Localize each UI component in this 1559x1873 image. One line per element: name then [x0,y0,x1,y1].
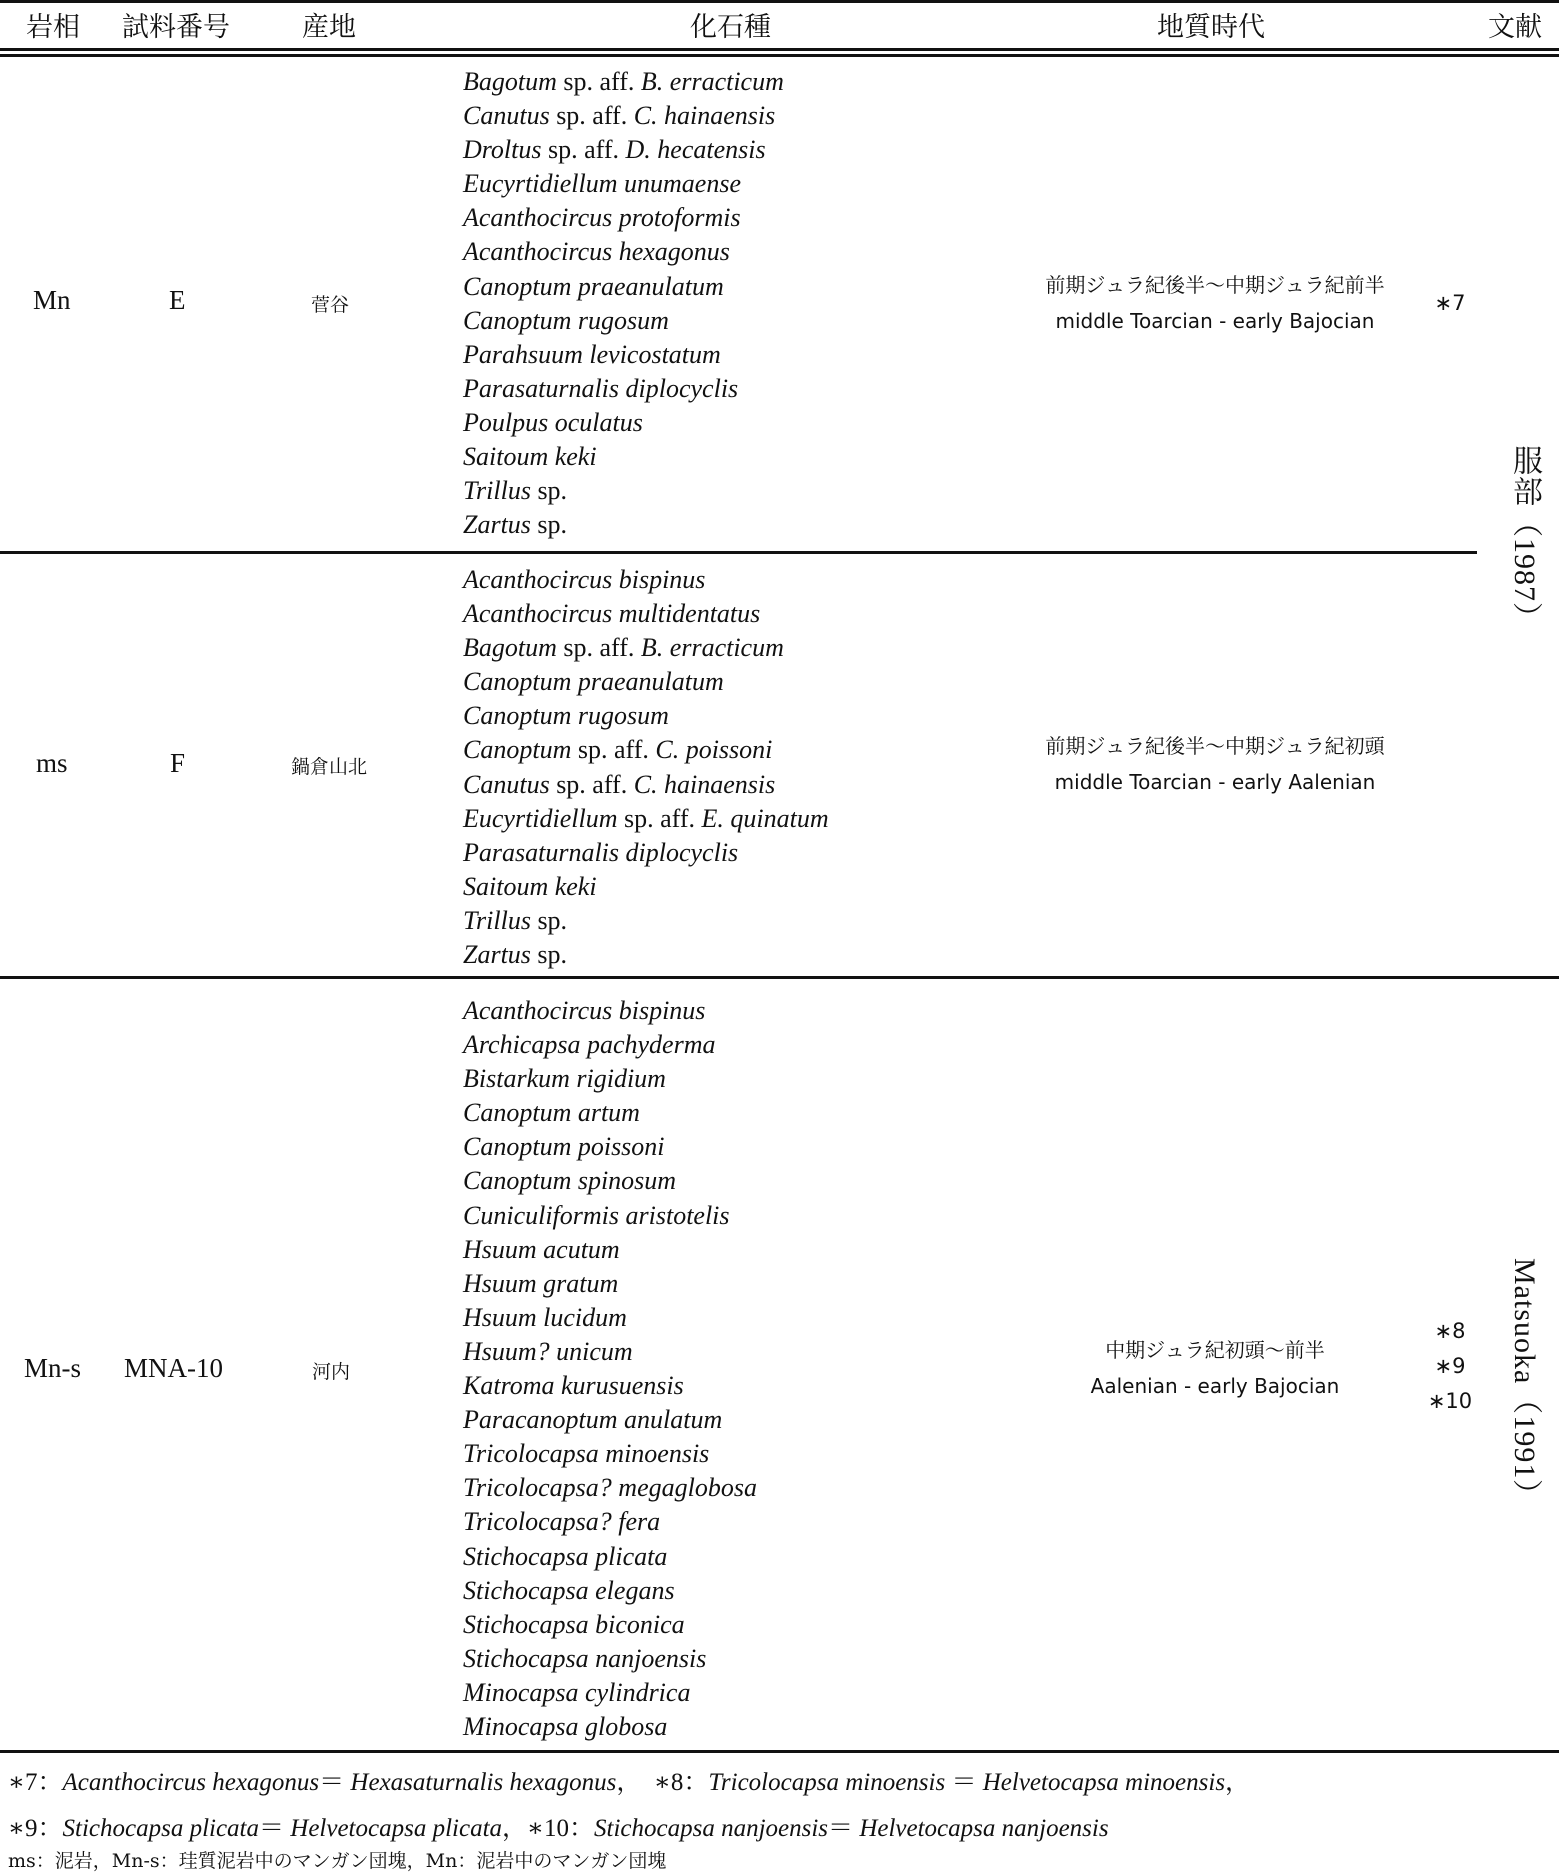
footnote-7-synonym: Hexasaturnalis hexagonus [350,1769,617,1796]
species-affinity: C. hainaensis [633,101,776,131]
species-qualifier: sp. aff. [541,135,626,165]
species-item [463,65,784,99]
species-name: Saitoum keki [463,442,597,472]
footnote-9-synonym: Helvetocapsa plicata [290,1815,503,1842]
row-3-locality: 河内 [312,1361,351,1383]
species-name: Eucyrtidiellum [463,803,618,833]
species-item [463,474,784,508]
abbreviations-note: ms：泥岩，Mn-s：珪質泥岩中のマンガン団塊，Mn：泥岩中のマンガン団塊 [8,1850,667,1872]
row-2-age-en: middle Toarcian - early Aalenian [1054,770,1376,794]
species-item [463,1062,757,1096]
species-affinity: C. poissoni [655,735,773,765]
note-7: ∗7 [1434,291,1466,315]
species-item [463,1199,757,1233]
header-lithology: 岩相 [26,12,80,42]
species-name: Bagotum [463,633,557,663]
footnote-10-equals: ＝ [828,1815,860,1842]
row-1-age [1000,267,1430,339]
species-item [463,563,829,597]
species-item [463,1233,757,1267]
species-item [463,372,784,406]
row-divider-1 [0,551,1477,554]
row-3-notes [1418,1314,1482,1419]
species-item [463,904,829,938]
species-name: Parasaturnalis diplocyclis [463,373,739,403]
species-name: Canoptum spinosum [463,1166,677,1196]
species-name: Bistarkum rigidium [463,1064,666,1094]
species-item [463,870,829,904]
species-item [463,994,757,1028]
row-3-lithology: Mn-s [24,1353,82,1383]
header-sample-no: 試料番号 [122,12,230,42]
row-1-age-en: middle Toarcian - early Bajocian [1055,309,1375,333]
species-item [463,270,784,304]
row-3-age-ja: 中期ジュラ紀初頭〜前半 [1105,1338,1325,1362]
top-rule [0,0,1559,3]
row-3-species-list [463,994,757,1744]
species-name: Acanthocircus bispinus [463,996,706,1025]
row-2-sample: F [170,748,186,778]
species-item [463,1471,757,1505]
species-qualifier: sp. aff. [549,101,634,131]
species-qualifier: sp. aff. [571,735,656,765]
species-affinity: B. erracticum [640,633,784,663]
footnote-10-synonym: Helvetocapsa nanjoensis [859,1815,1109,1842]
species-item [463,1096,757,1130]
species-item [463,1642,757,1676]
species-item [463,1505,757,1539]
species-item [463,1267,757,1301]
footnote-end: ， [1225,1769,1251,1796]
species-item [463,1676,757,1710]
species-name: Hsuum gratum [463,1268,619,1298]
species-name: Acanthocircus bispinus [463,565,706,594]
species-item [463,1540,757,1574]
species-name: Acanthocircus hexagonus [463,237,730,267]
species-name: Archicapsa pachyderma [463,1030,716,1060]
species-name: Canoptum artum [463,1098,640,1128]
species-item [463,938,829,972]
species-name: Canoptum praeanulatum [463,667,724,697]
species-name: Canutus [463,769,550,799]
species-item [463,99,784,133]
species-item [463,1437,757,1471]
species-item [463,768,829,802]
species-name: Cuniculiformis aristotelis [463,1200,730,1230]
row-1-sample: E [169,285,186,315]
row-2-species-list [463,563,829,972]
species-qualifier: sp. aff. [549,769,634,799]
species-name: Saitoum keki [463,871,597,901]
footnote-9-equals: ＝ [259,1815,291,1842]
species-name: Tricolocapsa minoensis [463,1439,710,1469]
note-8: ∗8 [1434,1319,1466,1343]
species-item [463,665,829,699]
footnote-8-name: Tricolocapsa minoensis [708,1769,946,1796]
footnote-8-synonym: Helvetocapsa minoensis [982,1769,1226,1796]
species-item [463,235,784,269]
species-item [463,1574,757,1608]
species-name: Canoptum rugosum [463,701,669,731]
species-name: Hsuum acutum [463,1234,620,1264]
species-name: Parahsuum levicostatum [463,339,721,369]
footnote-marker-10: ∗10： [527,1815,595,1842]
species-item [463,508,784,542]
footnote-marker-8: ∗8： [653,1769,709,1796]
species-name: Stichocapsa elegans [463,1575,675,1605]
row-1-locality: 菅谷 [311,294,350,316]
bottom-rule [0,1750,1559,1753]
species-item [463,1403,757,1437]
header-rule-2 [0,54,1559,57]
species-name: Trillus [463,905,531,935]
header-reference: 文献 [1488,12,1542,42]
species-name: Tricolocapsa? fera [463,1507,661,1537]
species-name: Canoptum rugosum [463,305,669,335]
species-name: Minocapsa cylindrica [463,1677,691,1707]
header-locality: 産地 [302,12,356,42]
species-item [463,1130,757,1164]
species-item [463,1028,757,1062]
species-item [463,1369,757,1403]
species-name: Paracanoptum anulatum [463,1405,723,1435]
species-item [463,406,784,440]
species-name: Canoptum [463,735,572,765]
species-name: Stichocapsa plicata [463,1541,668,1571]
row-divider-2 [0,976,1559,979]
species-item [463,440,784,474]
footnote-8-equals: ＝ [945,1769,983,1796]
row-1-lithology: Mn [33,285,71,315]
species-affinity: D. hecatensis [625,135,766,165]
species-item [463,133,784,167]
species-name: Droltus [463,135,542,165]
species-name: Zartus [463,940,531,970]
species-item [463,167,784,201]
reference-hattori: 服部（1987） [1508,445,1541,633]
species-qualifier: sp. aff. [556,67,641,96]
footnote-marker-7: ∗7： [8,1769,63,1796]
species-name: Acanthocircus protoformis [463,203,741,233]
species-name: Katroma kurusuensis [463,1371,684,1401]
footnote-7-name: Acanthocircus hexagonus [62,1769,320,1796]
species-item [463,1335,757,1369]
species-qualifier: sp. [530,940,568,970]
species-name: Canoptum poissoni [463,1132,665,1162]
row-1-age-ja: 前期ジュラ紀後半〜中期ジュラ紀前半 [1045,273,1385,297]
species-item [463,338,784,372]
species-name: Stichocapsa nanjoensis [463,1643,707,1673]
reference-matsuoka: Matsuoka（1991） [1508,1258,1541,1511]
row-3-age [1000,1332,1430,1404]
species-item [463,836,829,870]
species-name: Bagotum [463,67,557,96]
species-item [463,304,784,338]
species-affinity: E. quinatum [701,803,829,833]
footnote-separator: ， [616,1769,654,1796]
header-rule-1 [0,48,1559,51]
header-age: 地質時代 [1157,12,1265,42]
row-3-sample: MNA-10 [124,1353,223,1383]
footnote-9-name: Stichocapsa plicata [62,1815,259,1842]
species-name: Minocapsa globosa [463,1711,668,1741]
note-10: ∗10 [1427,1389,1473,1413]
row-1-species-list [463,65,784,542]
species-name: Parasaturnalis diplocyclis [463,837,739,867]
species-name: Poulpus oculatus [463,407,643,437]
footnote-10-name: Stichocapsa nanjoensis [594,1815,829,1842]
species-item [463,631,829,665]
species-item [463,1301,757,1335]
species-affinity: B. erracticum [640,67,784,96]
species-name: Stichocapsa biconica [463,1609,685,1639]
row-2-age-ja: 前期ジュラ紀後半〜中期ジュラ紀初頭 [1045,734,1385,758]
species-qualifier: sp. [530,510,568,540]
row-3-age-en: Aalenian - early Bajocian [1090,1374,1340,1398]
species-item [463,699,829,733]
species-item [463,201,784,235]
row-1-notes [1418,286,1482,321]
species-item [463,733,829,767]
species-item [463,802,829,836]
species-name: Canutus [463,101,550,131]
species-name: Hsuum lucidum [463,1302,627,1332]
species-qualifier: sp. aff. [617,803,702,833]
species-name: Acanthocircus multidentatus [463,599,761,629]
species-item [463,1710,757,1744]
footnote-line-1 [8,1762,1250,1798]
species-name: Zartus [463,510,531,540]
species-name: Trillus [463,476,531,506]
species-affinity: C. hainaensis [633,769,776,799]
species-name: Eucyrtidiellum unumaense [463,169,741,199]
footnote-marker-9: ∗9： [8,1815,63,1842]
species-name: Hsuum? unicum [463,1336,633,1366]
species-qualifier: sp. [530,905,568,935]
row-2-age [1000,728,1430,800]
row-2-lithology: ms [36,748,68,778]
species-item [463,1608,757,1642]
species-item [463,1164,757,1198]
species-item [463,597,829,631]
species-qualifier: sp. aff. [556,633,641,663]
row-2-locality: 鍋倉山北 [291,756,368,778]
species-name: Canoptum praeanulatum [463,271,724,301]
species-name: Tricolocapsa? megaglobosa [463,1473,757,1503]
footnote-7-equals: ＝ [319,1769,351,1796]
note-9: ∗9 [1434,1354,1466,1378]
header-species: 化石種 [690,12,771,42]
footnote-separator: ， [502,1815,528,1842]
species-qualifier: sp. [530,476,568,506]
footnote-line-2 [8,1808,1109,1844]
